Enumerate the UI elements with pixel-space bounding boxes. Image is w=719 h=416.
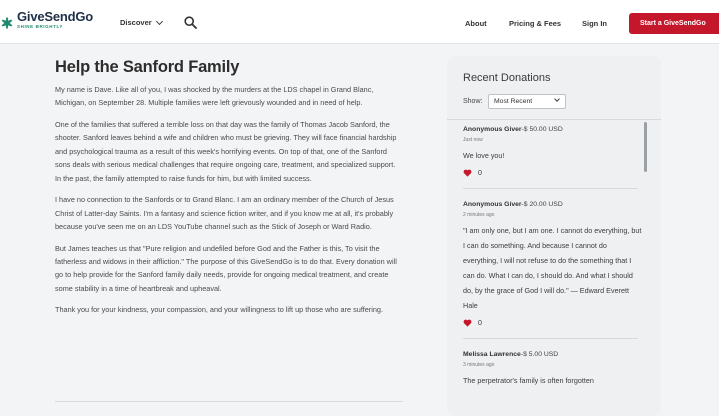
donation-divider: [463, 188, 638, 189]
nav-sign-in-link[interactable]: Sign In: [582, 19, 607, 28]
donation-time: Just now: [463, 137, 483, 143]
recent-donations-panel: [447, 56, 661, 416]
donor-name: Melissa Lawrence: [463, 351, 521, 358]
chevron-down-icon: [156, 17, 163, 24]
like-count: 0: [478, 319, 482, 327]
donor-name: Anonymous Giver: [463, 201, 522, 208]
story-paragraph: But James teaches us that "Pure religion and undefiled before God and the Father is this, To visit the fatherless and widows in their affliction." The purpose of this GiveSendGo is to do that. Every donation will go to help provide for the Sanford family daily needs, provide for ongoing medical treatment, and create some stability in a time of heartbreak and upheaval.: [55, 243, 397, 293]
logo-tagline: SHINE BRIGHTLY: [17, 24, 63, 29]
donation-message: The perpetrator's family is often forgotten: [463, 376, 594, 385]
donation-time: 2 minutes ago: [463, 212, 495, 218]
scrollbar-thumb[interactable]: [644, 122, 647, 172]
nav-about-link[interactable]: About: [465, 19, 487, 28]
show-filter-select[interactable]: [488, 94, 566, 109]
donation-amount: -$ 50.00 USD: [521, 126, 563, 133]
donations-feed: [463, 126, 643, 399]
givesendgo-logo[interactable]: [0, 10, 93, 34]
show-filter-value: Most Recent: [494, 98, 533, 105]
donation-message: We love you!: [463, 151, 505, 160]
donation-time: 3 minutes ago: [463, 362, 495, 368]
donation-item: [463, 126, 643, 177]
chevron-down-icon: [554, 96, 560, 102]
search-icon[interactable]: [184, 16, 197, 29]
heart-icon[interactable]: [463, 169, 472, 177]
discover-menu[interactable]: [120, 18, 162, 27]
logo-name: GiveSendGo: [17, 9, 94, 24]
discover-label: Discover: [120, 18, 152, 27]
donation-item: [463, 351, 643, 388]
donor-name: Anonymous Giver: [463, 126, 522, 133]
story-paragraph: My name is Dave. Like all of you, I was shocked by the murders at the LDS chapel in Grand Blanc, Michigan, on September 28. Multiple families were left grievously wounded and in need of help.: [55, 85, 374, 108]
recent-donations-title: Recent Donations: [463, 72, 551, 84]
donation-message: "I am only one, but I am one. I cannot do everything, but I can do something. And because I cannot do everything, I will not refuse to do the something that I can do. What I can do, I should do. And what I should do, by the grace of God I will do." — Edward Everett Hale: [463, 226, 642, 310]
story-divider: [55, 401, 403, 402]
logo-sparkle-icon: [0, 12, 14, 34]
panel-divider: [447, 119, 661, 120]
donations-scrollbar[interactable]: [644, 120, 649, 416]
story-paragraph: I have no connection to the Sanfords or to Grand Blanc. I am an ordinary member of the Church of Jesus Christ of Latter-day Saints. I'm a fantasy and science fiction writer, and if you know me at all, it's probably because you've seen me on an LDS YouTube channel such as the Stick of Joseph or Ward Radio.: [55, 195, 394, 232]
donation-item: [463, 201, 643, 327]
show-filter-label: Show:: [463, 98, 483, 105]
heart-icon[interactable]: [463, 319, 472, 327]
top-navigation-bar: [0, 0, 719, 44]
campaign-title: Help the Sanford Family: [55, 58, 240, 76]
donation-divider: [463, 338, 638, 339]
story-paragraph: Thank you for your kindness, your compassion, and your willingness to lift up those who are suffering.: [55, 305, 383, 315]
start-givesendgo-button[interactable]: Start a GiveSendGo: [629, 13, 719, 34]
story-paragraph: One of the families that suffered a terrible loss on that day was the family of Thomas Jacob Sanford, the shooter. Sanford leaves behind a wife and children who must be grieving. They will face financial hardship and psychological trauma as a result of this week's horrifying events. On top of that, one of the Sanford sons deals with serious medical challenges that require ongoing care, treatment, and specialized support. In the past, the family attempted to raise funds for him, but with limited success.: [55, 120, 397, 183]
like-count: 0: [478, 169, 482, 177]
campaign-story: [55, 83, 403, 325]
donation-amount: -$ 20.00 USD: [521, 201, 563, 208]
nav-pricing-link[interactable]: Pricing & Fees: [509, 19, 562, 28]
donation-amount: -$ 5.00 USD: [520, 351, 559, 358]
